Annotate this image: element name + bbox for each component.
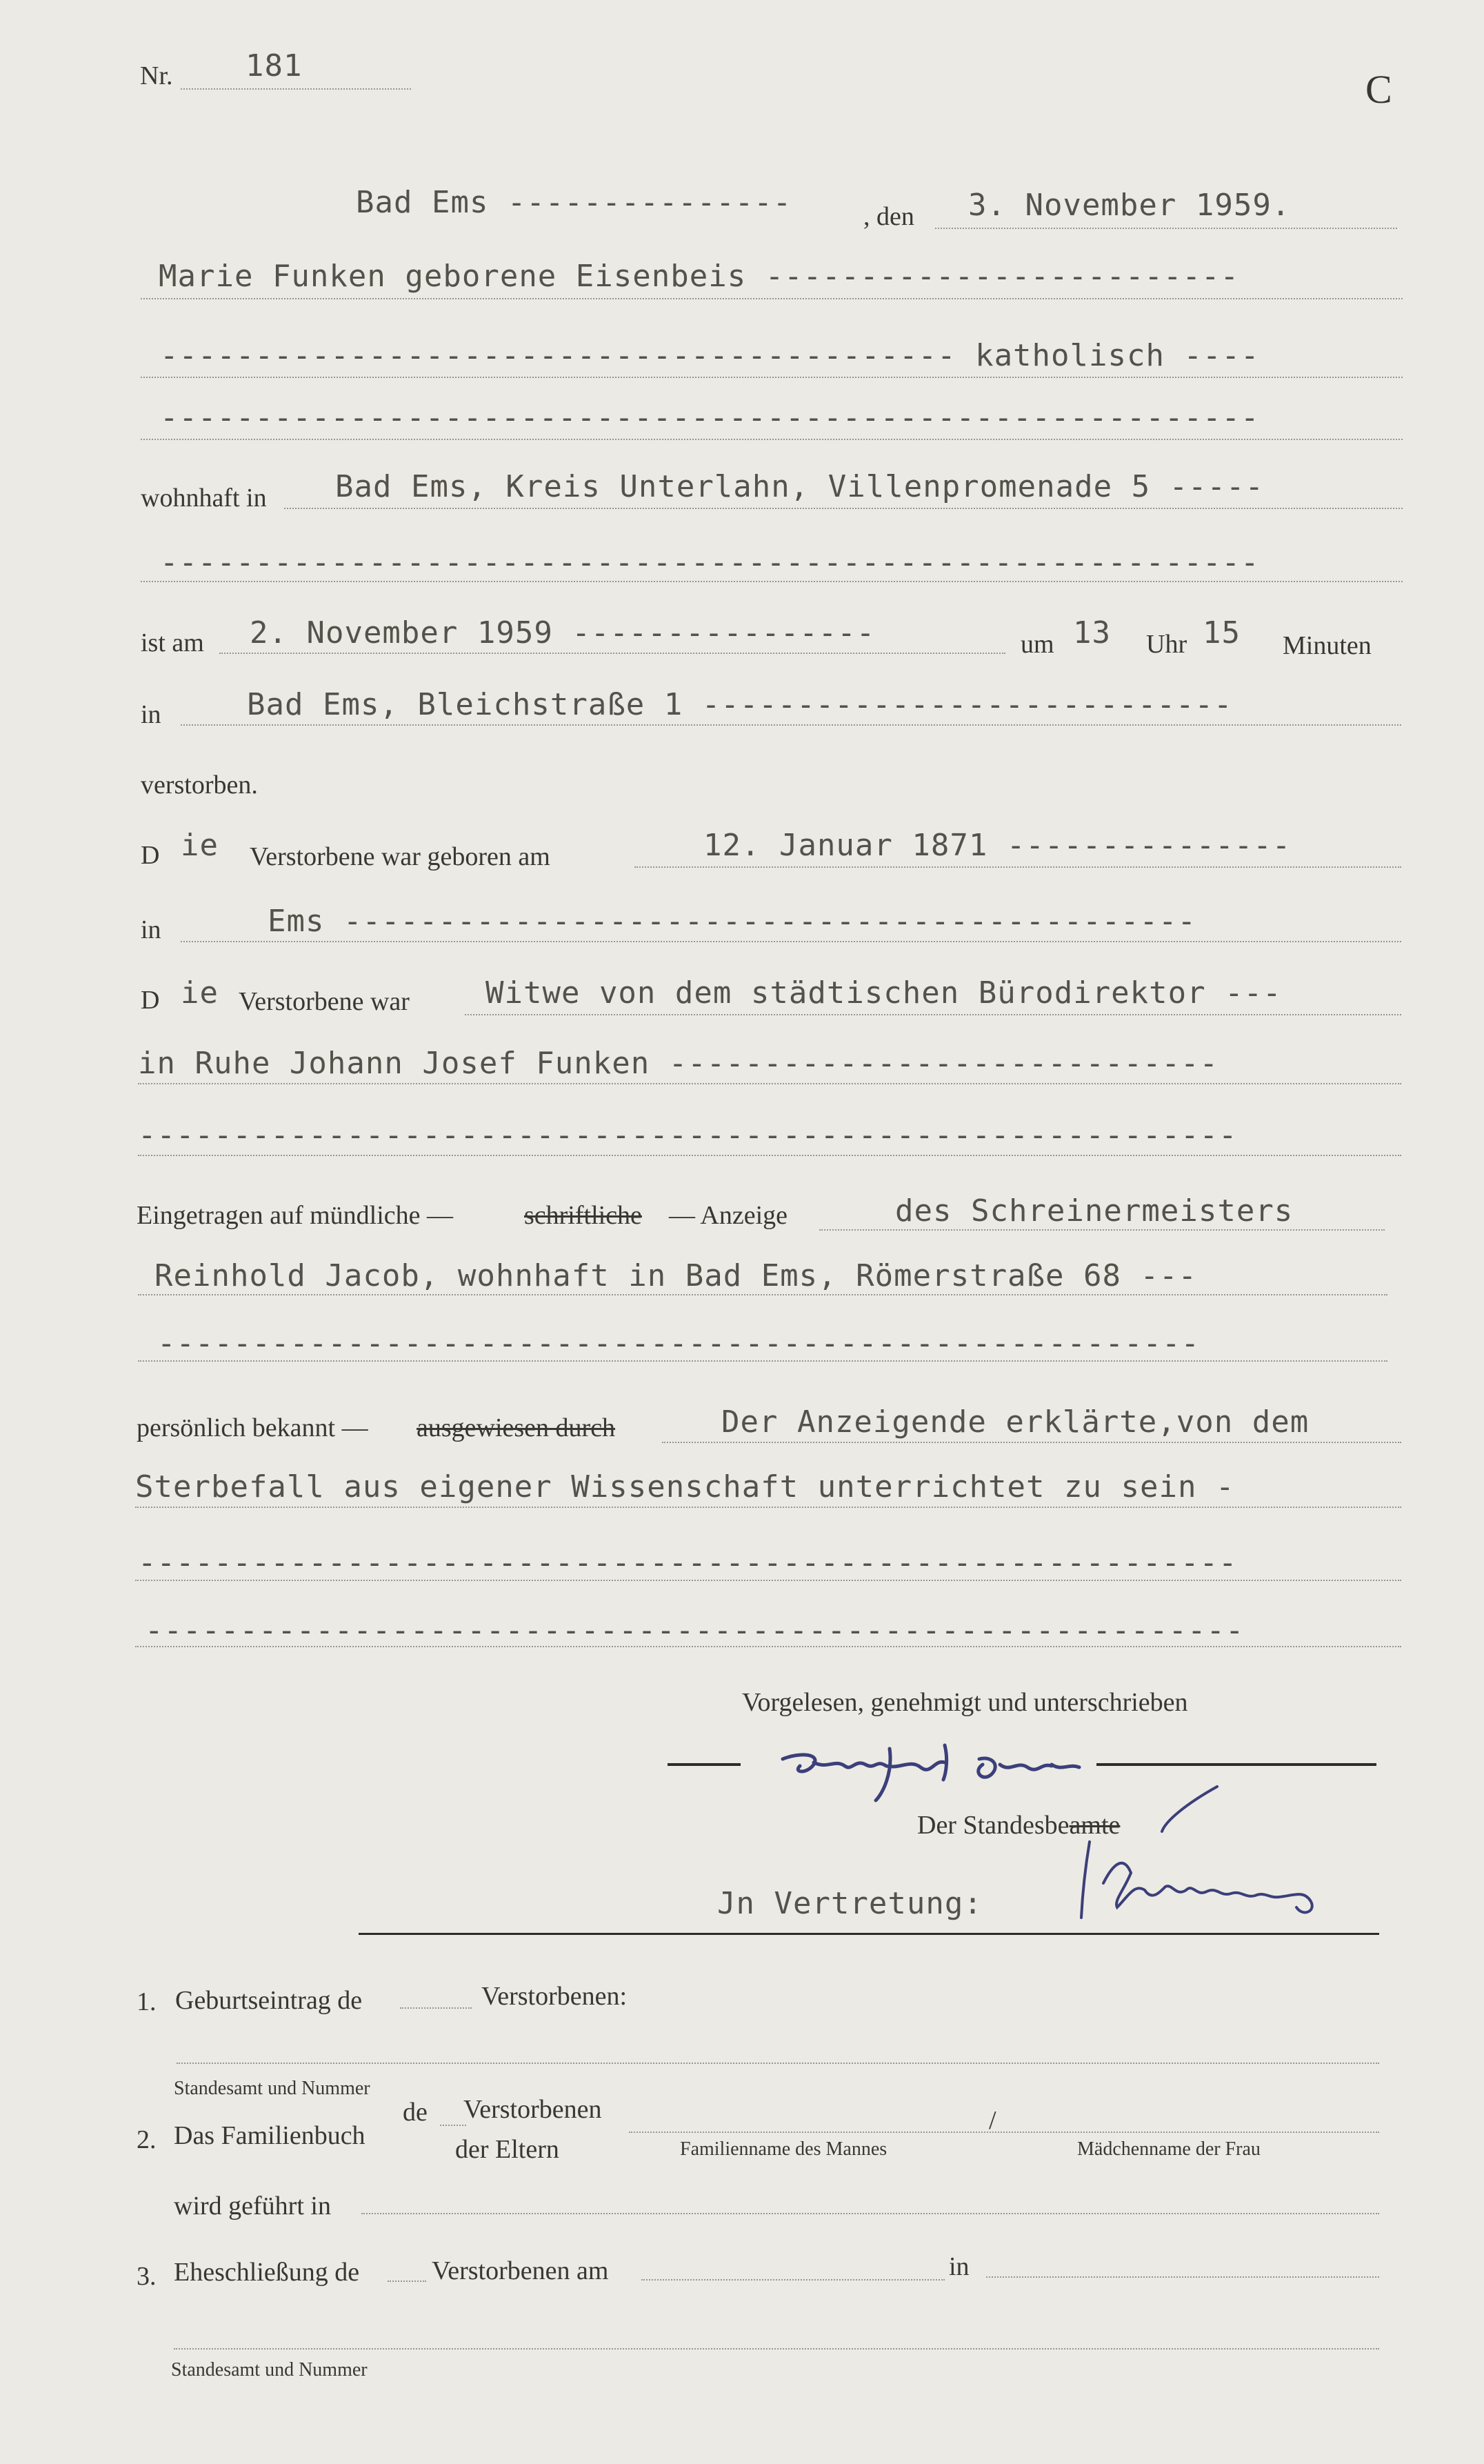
residence-value: Bad Ems, Kreis Unterlahn, Villenpromenade 5 ----- (335, 469, 1265, 504)
status-line-3-dots (138, 1155, 1401, 1156)
registrar-signature (1048, 1780, 1379, 1938)
date-dotted-line (935, 228, 1397, 229)
birth-place: Ems --------------------------------------------- (268, 904, 1197, 939)
item-1-de-dots (400, 2007, 472, 2009)
item-2-eltern: der Eltern (455, 2135, 559, 2164)
birth-in-label: in (141, 915, 161, 944)
status-d-suffix: ie (181, 975, 219, 1011)
item-2-gefuehrt: wird geführt in (174, 2192, 331, 2220)
read-approved-label: Vorgelesen, genehmigt und unterschrieben (742, 1688, 1188, 1717)
uhr-label: Uhr (1146, 630, 1187, 659)
death-hour: 13 (1073, 615, 1111, 650)
registrar-label-struck: amte (1069, 1811, 1121, 1840)
item-3-de-dots (388, 2281, 426, 2282)
identity-label-struck: ausgewiesen durch (417, 1413, 616, 1442)
birth-date-dots (634, 866, 1401, 868)
item-2-mann: Familienname des Mannes (680, 2138, 888, 2160)
minuten-label: Minuten (1283, 631, 1372, 660)
item-2-verstorbenen: Verstorbenen (463, 2095, 602, 2124)
birth-d-suffix: ie (181, 828, 219, 863)
item-2-frau: Mädchenname der Frau (1077, 2138, 1261, 2160)
place-value: Bad Ems --------------- (356, 185, 792, 220)
report-line-2-dots (138, 1294, 1387, 1295)
item-3-sub: Standesamt und Nummer (171, 2359, 368, 2381)
item-3-date-line (641, 2279, 945, 2281)
residence-cont: ---------------------------------------------------------- (160, 545, 1260, 580)
death-minute: 15 (1203, 615, 1241, 650)
item-3-label: Eheschließung de (174, 2258, 360, 2287)
item-2-names-line (629, 2132, 1379, 2133)
item-2-number: 2. (137, 2125, 157, 2154)
report-line-3: ------------------------------------------------------- (157, 1326, 1200, 1361)
report-line-1: des Schreinermeisters (895, 1193, 1294, 1229)
nr-label: Nr. (140, 61, 173, 90)
report-line-1-dots (819, 1229, 1385, 1231)
residence-cont-dots (141, 581, 1403, 582)
item-3-number: 3. (137, 2262, 157, 2291)
status-line-1: Witwe von dem städtischen Bürodirektor --- (485, 975, 1282, 1011)
report-label-struck: schriftliche (524, 1201, 642, 1230)
birth-text-label: Verstorbene war geboren am (250, 842, 550, 871)
nr-dotted-line (181, 88, 411, 90)
item-2-gefuehrt-line (361, 2213, 1379, 2214)
vertretung-label: Jn Vertretung: (717, 1886, 983, 1921)
status-text-label: Verstorbene war (239, 987, 410, 1016)
identity-line-3-dots (135, 1580, 1401, 1581)
name-line-1-dots (141, 298, 1403, 299)
signature-bottom-rule (359, 1933, 1379, 1935)
identity-line-4: ---------------------------------------------------------- (145, 1613, 1245, 1648)
death-place: Bad Ems, Bleichstraße 1 ---------------------------- (247, 687, 1233, 722)
item-1-after: Verstorbenen: (481, 1982, 628, 2011)
identity-line-2-dots (135, 1507, 1401, 1508)
status-line-2-dots (138, 1083, 1401, 1084)
identity-line-4-dots (135, 1646, 1401, 1647)
signature-rule-left (668, 1763, 741, 1766)
identity-label-a: persönlich bekannt — (137, 1413, 368, 1442)
name-line-2-dots (141, 377, 1403, 378)
identity-line-1-dots (662, 1442, 1401, 1443)
ist-am-label: ist am (141, 628, 204, 657)
registrar-label-text: Der Standesbe (917, 1811, 1070, 1840)
identity-line-3: ---------------------------------------------------------- (138, 1545, 1238, 1580)
report-line-2: Reinhold Jacob, wohnhaft in Bad Ems, Römerstraße 68 --- (154, 1258, 1197, 1293)
death-date: 2. November 1959 ---------------- (250, 615, 876, 650)
residence-dots (284, 508, 1403, 509)
item-3-in: in (949, 2252, 970, 2281)
birth-date: 12. Januar 1871 --------------- (703, 828, 1292, 863)
um-label: um (1021, 630, 1054, 659)
identity-line-1: Der Anzeigende erklärte,von dem (721, 1404, 1310, 1440)
item-2-de: de (403, 2098, 428, 2127)
wohnhaft-label: wohnhaft in (141, 484, 267, 513)
date-value: 3. November 1959. (968, 188, 1291, 223)
item-2-label: Das Familienbuch (174, 2121, 365, 2150)
identity-line-2: Sterbefall aus eigener Wissenschaft unterrichtet zu sein - (135, 1469, 1235, 1504)
register-number: 181 (245, 48, 303, 83)
name-line-2: ------------------------------------------ katholisch ---- (160, 338, 1260, 373)
report-line-3-dots (138, 1360, 1387, 1362)
corner-letter: C (1365, 67, 1392, 112)
report-label-b: — Anzeige (669, 1201, 788, 1230)
item-3-place-line (986, 2276, 1379, 2278)
report-label-a: Eingetragen auf mündliche — (137, 1201, 454, 1230)
death-place-dots (181, 724, 1401, 726)
item-2-de-dots (440, 2125, 466, 2126)
den-label: , den (863, 202, 914, 231)
birth-place-dots (181, 941, 1401, 942)
death-date-dots (219, 653, 1005, 654)
name-line-3: ---------------------------------------------------------- (160, 400, 1260, 435)
name-line-1: Marie Funken geborene Eisenbeis ------------------------- (159, 259, 1239, 294)
item-1-line (177, 2063, 1379, 2064)
item-1-sub: Standesamt und Nummer (174, 2078, 370, 2099)
status-d-label: D (141, 986, 160, 1015)
verstorben-label: verstorben. (141, 771, 258, 799)
signature-rule-right (1096, 1763, 1376, 1766)
status-line-2: in Ruhe Johann Josef Funken ----------------------------- (138, 1046, 1219, 1081)
item-1-label: Geburtseintrag de (175, 1986, 363, 2015)
item-1-number: 1. (137, 1987, 157, 2016)
item-3-line (174, 2348, 1379, 2349)
birth-d-label: D (141, 841, 160, 870)
death-in-label: in (141, 700, 161, 729)
item-3-after: Verstorbenen am (432, 2256, 609, 2285)
item-2-slash: / (989, 2106, 996, 2135)
status-line-1-dots (465, 1014, 1401, 1015)
name-line-3-dots (141, 439, 1403, 440)
status-line-3: ---------------------------------------------------------- (138, 1117, 1238, 1153)
